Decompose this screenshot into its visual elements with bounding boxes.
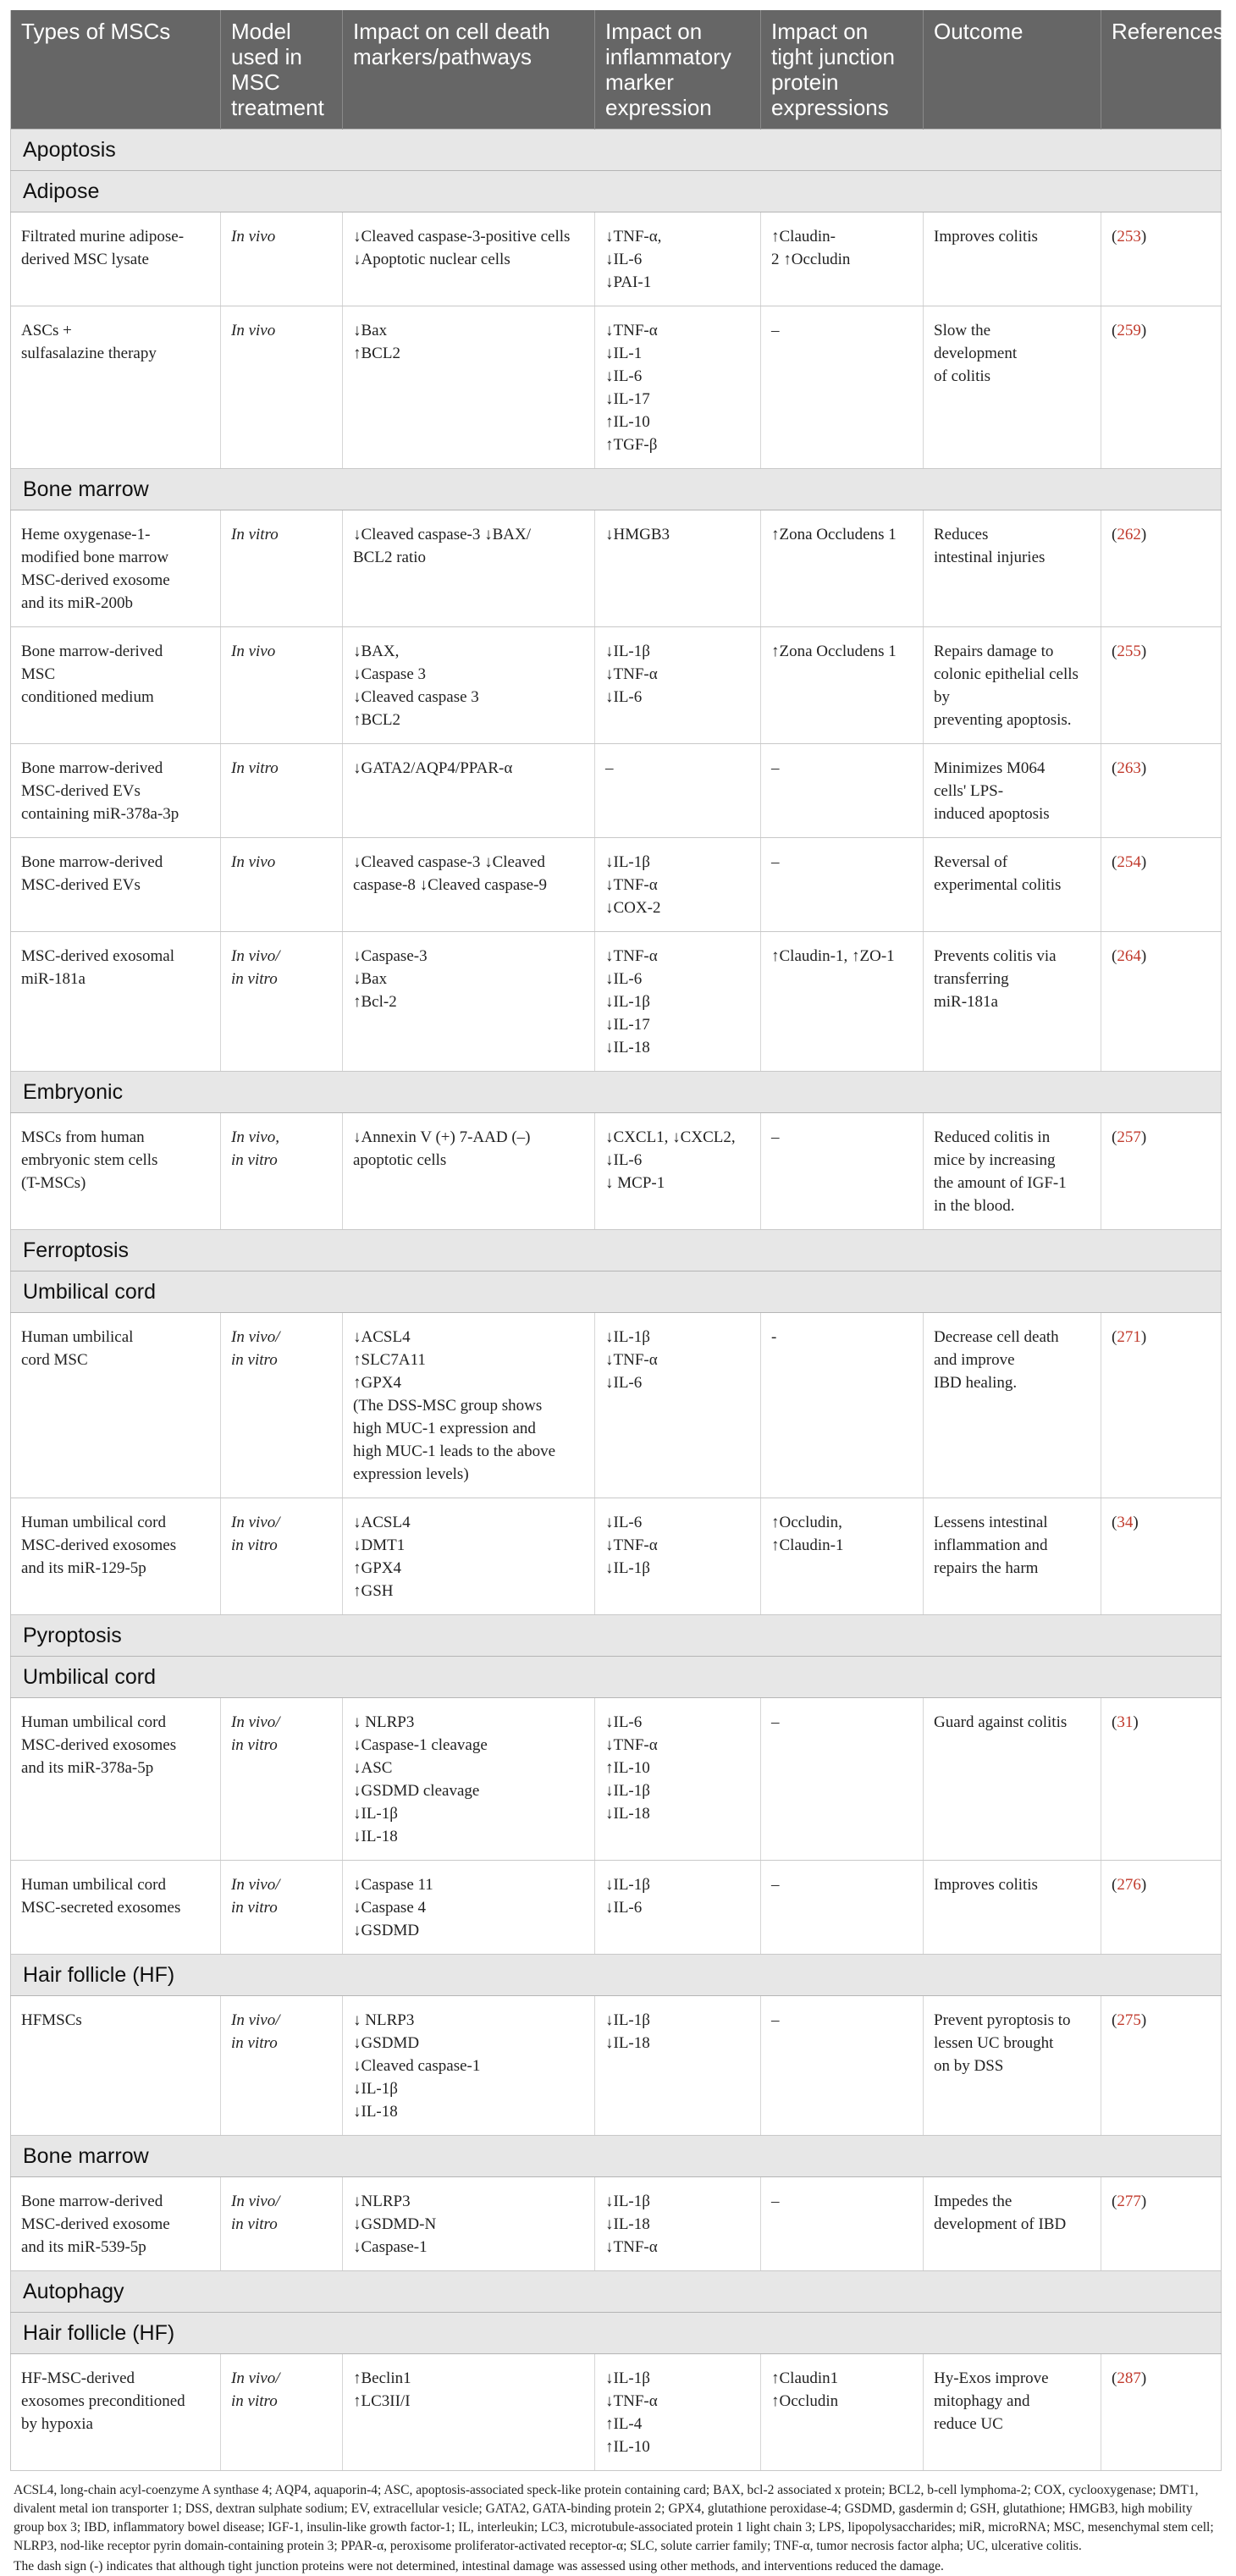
header-types: Types of MSCs bbox=[11, 10, 221, 130]
section-source-label: Embryonic bbox=[11, 1072, 1222, 1113]
cell-inflammatory-markers: ↓TNF-α ↓IL-1 ↓IL-6 ↓IL-17 ↑IL-10 ↑TGF-β bbox=[595, 306, 761, 469]
header-references: References bbox=[1101, 10, 1222, 130]
cell-tight-junction: – bbox=[761, 1113, 924, 1230]
cell-model: In vivo bbox=[221, 627, 343, 744]
section-source-row bbox=[11, 2136, 1222, 2177]
cell-msc-type: Heme oxygenase-1- modified bone marrow MSC-derived exosome and its miR-200b bbox=[11, 510, 221, 627]
section-source-row bbox=[11, 171, 1222, 212]
cell-inflammatory-markers: – bbox=[595, 744, 761, 838]
header-inflammatory: Impact on inflammatory marker expression bbox=[595, 10, 761, 130]
table-body bbox=[11, 130, 1222, 2471]
cell-tight-junction: – bbox=[761, 1996, 924, 2136]
cell-msc-type: MSCs from human embryonic stem cells (T-MSCs) bbox=[11, 1113, 221, 1230]
cell-model: In vivo/ in vitro bbox=[221, 1313, 343, 1498]
reference-link[interactable]: 253 bbox=[1117, 228, 1141, 245]
cell-cell-death-markers: ↓GATA2/AQP4/PPAR-α bbox=[343, 744, 595, 838]
cell-inflammatory-markers: ↓HMGB3 bbox=[595, 510, 761, 627]
cell-msc-type: ASCs + sulfasalazine therapy bbox=[11, 306, 221, 469]
table-row bbox=[11, 1498, 1222, 1615]
cell-cell-death-markers: ↓Annexin V (+) 7-AAD (–) apoptotic cells bbox=[343, 1113, 595, 1230]
header-tight-junction: Impact on tight junction protein expressions bbox=[761, 10, 924, 130]
cell-cell-death-markers: ↓ NLRP3 ↓GSDMD ↓Cleaved caspase-1 ↓IL-1β ↓IL-18 bbox=[343, 1996, 595, 2136]
cell-msc-type: Bone marrow-derived MSC-derived exosome and its miR-539-5p bbox=[11, 2177, 221, 2271]
cell-model: In vivo/ in vitro bbox=[221, 2177, 343, 2271]
table-row bbox=[11, 2177, 1222, 2271]
cell-inflammatory-markers: ↓IL-6 ↓TNF-α ↓IL-1β bbox=[595, 1498, 761, 1615]
cell-model: In vivo/ in vitro bbox=[221, 932, 343, 1072]
cell-tight-junction: – bbox=[761, 838, 924, 932]
section-source-label: Bone marrow bbox=[11, 2136, 1222, 2177]
section-source-label: Bone marrow bbox=[11, 469, 1222, 510]
reference-link[interactable]: 31 bbox=[1117, 1713, 1134, 1731]
reference-link[interactable]: 257 bbox=[1117, 1128, 1141, 1146]
cell-reference[interactable]: (287) bbox=[1101, 2354, 1222, 2471]
reference-link[interactable]: 263 bbox=[1117, 759, 1141, 777]
table-row bbox=[11, 212, 1222, 306]
cell-reference[interactable]: (277) bbox=[1101, 2177, 1222, 2271]
section-category-row bbox=[11, 1230, 1222, 1271]
cell-msc-type: HF-MSC-derived exosomes preconditioned by hypoxia bbox=[11, 2354, 221, 2471]
cell-inflammatory-markers: ↓CXCL1, ↓CXCL2, ↓IL-6 ↓ MCP-1 bbox=[595, 1113, 761, 1230]
cell-msc-type: HFMSCs bbox=[11, 1996, 221, 2136]
section-source-label: Umbilical cord bbox=[11, 1657, 1222, 1698]
cell-outcome: Prevents colitis via transferring miR-181a bbox=[924, 932, 1101, 1072]
cell-model: In vitro bbox=[221, 744, 343, 838]
cell-msc-type: Human umbilical cord MSC-derived exosomes and its miR-378a-5p bbox=[11, 1698, 221, 1861]
cell-outcome: Improves colitis bbox=[924, 212, 1101, 306]
cell-reference[interactable]: (34) bbox=[1101, 1498, 1222, 1615]
cell-model: In vivo/ in vitro bbox=[221, 1698, 343, 1861]
reference-link[interactable]: 277 bbox=[1117, 2193, 1141, 2210]
cell-reference[interactable]: (257) bbox=[1101, 1113, 1222, 1230]
cell-inflammatory-markers: ↓IL-6 ↓TNF-α ↑IL-10 ↓IL-1β ↓IL-18 bbox=[595, 1698, 761, 1861]
cell-tight-junction: – bbox=[761, 1861, 924, 1955]
section-category-row bbox=[11, 1615, 1222, 1657]
cell-outcome: Hy-Exos improve mitophagy and reduce UC bbox=[924, 2354, 1101, 2471]
reference-link[interactable]: 287 bbox=[1117, 2369, 1141, 2387]
cell-tight-junction: – bbox=[761, 306, 924, 469]
reference-link[interactable]: 255 bbox=[1117, 643, 1141, 660]
cell-reference[interactable]: (259) bbox=[1101, 306, 1222, 469]
reference-link[interactable]: 271 bbox=[1117, 1328, 1141, 1346]
cell-reference[interactable]: (271) bbox=[1101, 1313, 1222, 1498]
section-category-row bbox=[11, 2271, 1222, 2313]
cell-tight-junction: ↑Zona Occludens 1 bbox=[761, 510, 924, 627]
cell-reference[interactable]: (253) bbox=[1101, 212, 1222, 306]
cell-inflammatory-markers: ↓IL-1β ↓IL-18 bbox=[595, 1996, 761, 2136]
table-row bbox=[11, 932, 1222, 1072]
section-category-label: Apoptosis bbox=[11, 130, 1222, 171]
table-row bbox=[11, 627, 1222, 744]
cell-msc-type: Human umbilical cord MSC-derived exosomes and its miR-129-5p bbox=[11, 1498, 221, 1615]
cell-cell-death-markers: ↓NLRP3 ↓GSDMD-N ↓Caspase-1 bbox=[343, 2177, 595, 2271]
cell-outcome: Improves colitis bbox=[924, 1861, 1101, 1955]
cell-tight-junction: ↑Claudin1 ↑Occludin bbox=[761, 2354, 924, 2471]
cell-reference[interactable]: (264) bbox=[1101, 932, 1222, 1072]
table-row bbox=[11, 838, 1222, 932]
section-source-row bbox=[11, 1271, 1222, 1313]
cell-inflammatory-markers: ↓IL-1β ↓TNF-α ↑IL-4 ↑IL-10 bbox=[595, 2354, 761, 2471]
table-row bbox=[11, 1996, 1222, 2136]
cell-outcome: Repairs damage to colonic epithelial cells by preventing apoptosis. bbox=[924, 627, 1101, 744]
cell-model: In vivo bbox=[221, 212, 343, 306]
cell-cell-death-markers: ↓Cleaved caspase-3-positive cells ↓Apoptotic nuclear cells bbox=[343, 212, 595, 306]
msc-table bbox=[10, 10, 1222, 2471]
section-source-label: Umbilical cord bbox=[11, 1271, 1222, 1313]
cell-msc-type: Human umbilical cord MSC bbox=[11, 1313, 221, 1498]
table-row bbox=[11, 744, 1222, 838]
cell-tight-junction: – bbox=[761, 744, 924, 838]
table-header bbox=[11, 10, 1222, 130]
cell-outcome: Reduces intestinal injuries bbox=[924, 510, 1101, 627]
cell-cell-death-markers: ↓Bax ↑BCL2 bbox=[343, 306, 595, 469]
footnote-dash: The dash sign (-) indicates that although tight junction proteins were not determined, intestinal damage was assessed using other methods, and interventions reduced the damage. bbox=[14, 2559, 944, 2573]
cell-model: In vivo, in vitro bbox=[221, 1113, 343, 1230]
cell-cell-death-markers: ↓Cleaved caspase-3 ↓BAX/ BCL2 ratio bbox=[343, 510, 595, 627]
cell-cell-death-markers: ↓Caspase-3 ↓Bax ↑Bcl-2 bbox=[343, 932, 595, 1072]
cell-tight-junction: ↑Zona Occludens 1 bbox=[761, 627, 924, 744]
cell-outcome: Decrease cell death and improve IBD healing. bbox=[924, 1313, 1101, 1498]
cell-tight-junction: – bbox=[761, 2177, 924, 2271]
cell-inflammatory-markers: ↓IL-1β ↓IL-18 ↓TNF-α bbox=[595, 2177, 761, 2271]
cell-outcome: Reversal of experimental colitis bbox=[924, 838, 1101, 932]
section-category-label: Autophagy bbox=[11, 2271, 1222, 2313]
section-source-label: Hair follicle (HF) bbox=[11, 2313, 1222, 2354]
cell-inflammatory-markers: ↓TNF-α, ↓IL-6 ↓PAI-1 bbox=[595, 212, 761, 306]
cell-reference[interactable]: (263) bbox=[1101, 744, 1222, 838]
table-row bbox=[11, 1698, 1222, 1861]
reference-link[interactable]: 254 bbox=[1117, 853, 1141, 871]
section-source-label: Hair follicle (HF) bbox=[11, 1955, 1222, 1996]
table-row bbox=[11, 1113, 1222, 1230]
cell-cell-death-markers: ↓ NLRP3 ↓Caspase-1 cleavage ↓ASC ↓GSDMD cleavage ↓IL-1β ↓IL-18 bbox=[343, 1698, 595, 1861]
cell-tight-junction: ↑Claudin-1, ↑ZO-1 bbox=[761, 932, 924, 1072]
section-source-row bbox=[11, 2313, 1222, 2354]
section-source-label: Adipose bbox=[11, 171, 1222, 212]
table-row bbox=[11, 306, 1222, 469]
cell-msc-type: MSC-derived exosomal miR-181a bbox=[11, 932, 221, 1072]
table-row bbox=[11, 2354, 1222, 2471]
cell-cell-death-markers: ↓BAX, ↓Caspase 3 ↓Cleaved caspase 3 ↑BCL2 bbox=[343, 627, 595, 744]
cell-inflammatory-markers: ↓IL-1β ↓TNF-α ↓IL-6 bbox=[595, 627, 761, 744]
footnote-abbreviations: ACSL4, long-chain acyl-coenzyme A synthase 4; AQP4, aquaporin-4; ASC, apoptosis-associated speck-like protein containing card; BAX, bcl-2 associated x protein; BCL2, b-cell lymphoma-2; COX, cyclooxygenase; DMT1, divalent metal ion transporter 1; DSS, dextran sulphate sodium; EV, extracellular vesicle; GATA2, GATA-binding protein 2; GPX4, glutathione peroxidase-4; GSDMD, gasdermin d; GSH, glutathione; HMGB3, high mobility group box 3; IBD, inflammatory bowel disease; IGF-1, insulin-like growth factor-1; IL, interleukin; LC3, microtubule-associated protein 1 light chain 3; LPS, lipopolysaccharides; miR, microRNA; MSC, mesenchymal stem cell; NLRP3, nod-like receptor pyrin domain-containing protein 3; PPAR-α, peroxisome proliferator-activated receptor-α; SLC, solute carrier family; TNF-α, tumor necrosis factor alpha; UC, ulcerative colitis. bbox=[14, 2483, 1214, 2553]
table-footnote bbox=[10, 2471, 1221, 2576]
cell-outcome: Lessens intestinal inflammation and repairs the harm bbox=[924, 1498, 1101, 1615]
cell-tight-junction: ↑Occludin, ↑Claudin-1 bbox=[761, 1498, 924, 1615]
table-row bbox=[11, 1313, 1222, 1498]
cell-reference[interactable]: (262) bbox=[1101, 510, 1222, 627]
cell-outcome: Prevent pyroptosis to lessen UC brought on by DSS bbox=[924, 1996, 1101, 2136]
cell-model: In vitro bbox=[221, 510, 343, 627]
cell-tight-junction: – bbox=[761, 1698, 924, 1861]
cell-outcome: Impedes the development of IBD bbox=[924, 2177, 1101, 2271]
cell-tight-junction: ↑Claudin- 2 ↑Occludin bbox=[761, 212, 924, 306]
section-source-row bbox=[11, 1072, 1222, 1113]
cell-outcome: Reduced colitis in mice by increasing the amount of IGF-1 in the blood. bbox=[924, 1113, 1101, 1230]
cell-cell-death-markers: ↑Beclin1 ↑LC3II/I bbox=[343, 2354, 595, 2471]
cell-outcome: Guard against colitis bbox=[924, 1698, 1101, 1861]
cell-reference[interactable]: (255) bbox=[1101, 627, 1222, 744]
reference-link[interactable]: 264 bbox=[1117, 947, 1141, 965]
cell-reference[interactable]: (31) bbox=[1101, 1698, 1222, 1861]
cell-model: In vivo bbox=[221, 306, 343, 469]
cell-tight-junction: - bbox=[761, 1313, 924, 1498]
section-source-row bbox=[11, 1657, 1222, 1698]
reference-link[interactable]: 259 bbox=[1117, 322, 1141, 339]
section-source-row bbox=[11, 469, 1222, 510]
section-category-label: Pyroptosis bbox=[11, 1615, 1222, 1657]
cell-inflammatory-markers: ↓IL-1β ↓IL-6 bbox=[595, 1861, 761, 1955]
cell-msc-type: Bone marrow-derived MSC-derived EVs bbox=[11, 838, 221, 932]
cell-cell-death-markers: ↓ACSL4 ↓DMT1 ↑GPX4 ↑GSH bbox=[343, 1498, 595, 1615]
header-cell-death: Impact on cell death markers/pathways bbox=[343, 10, 595, 130]
cell-inflammatory-markers: ↓TNF-α ↓IL-6 ↓IL-1β ↓IL-17 ↓IL-18 bbox=[595, 932, 761, 1072]
reference-link[interactable]: 276 bbox=[1117, 1876, 1141, 1894]
cell-reference[interactable]: (254) bbox=[1101, 838, 1222, 932]
cell-msc-type: Bone marrow-derived MSC conditioned medium bbox=[11, 627, 221, 744]
header-model: Model used in MSC treatment bbox=[221, 10, 343, 130]
section-category-label: Ferroptosis bbox=[11, 1230, 1222, 1271]
cell-msc-type: Filtrated murine adipose-derived MSC lysate bbox=[11, 212, 221, 306]
reference-link[interactable]: 275 bbox=[1117, 2011, 1141, 2029]
cell-inflammatory-markers: ↓IL-1β ↓TNF-α ↓IL-6 bbox=[595, 1313, 761, 1498]
header-outcome: Outcome bbox=[924, 10, 1101, 130]
cell-cell-death-markers: ↓ACSL4 ↑SLC7A11 ↑GPX4 (The DSS-MSC group shows high MUC-1 expression and high MUC-1 leads to the above expression levels) bbox=[343, 1313, 595, 1498]
cell-model: In vivo/ in vitro bbox=[221, 1498, 343, 1615]
cell-outcome: Slow the development of colitis bbox=[924, 306, 1101, 469]
cell-msc-type: Bone marrow-derived MSC-derived EVs containing miR-378a-3p bbox=[11, 744, 221, 838]
cell-model: In vivo bbox=[221, 838, 343, 932]
cell-model: In vivo/ in vitro bbox=[221, 1996, 343, 2136]
cell-cell-death-markers: ↓Caspase 11 ↓Caspase 4 ↓GSDMD bbox=[343, 1861, 595, 1955]
section-source-row bbox=[11, 1955, 1222, 1996]
cell-model: In vivo/ in vitro bbox=[221, 2354, 343, 2471]
cell-cell-death-markers: ↓Cleaved caspase-3 ↓Cleaved caspase-8 ↓Cleaved caspase-9 bbox=[343, 838, 595, 932]
table-container bbox=[10, 0, 1224, 2576]
cell-reference[interactable]: (275) bbox=[1101, 1996, 1222, 2136]
cell-model: In vivo/ in vitro bbox=[221, 1861, 343, 1955]
cell-reference[interactable]: (276) bbox=[1101, 1861, 1222, 1955]
cell-outcome: Minimizes M064 cells' LPS- induced apoptosis bbox=[924, 744, 1101, 838]
section-category-row bbox=[11, 130, 1222, 171]
reference-link[interactable]: 34 bbox=[1117, 1514, 1134, 1531]
reference-link[interactable]: 262 bbox=[1117, 526, 1141, 543]
cell-inflammatory-markers: ↓IL-1β ↓TNF-α ↓COX-2 bbox=[595, 838, 761, 932]
table-row bbox=[11, 1861, 1222, 1955]
cell-msc-type: Human umbilical cord MSC-secreted exosomes bbox=[11, 1861, 221, 1955]
table-row bbox=[11, 510, 1222, 627]
